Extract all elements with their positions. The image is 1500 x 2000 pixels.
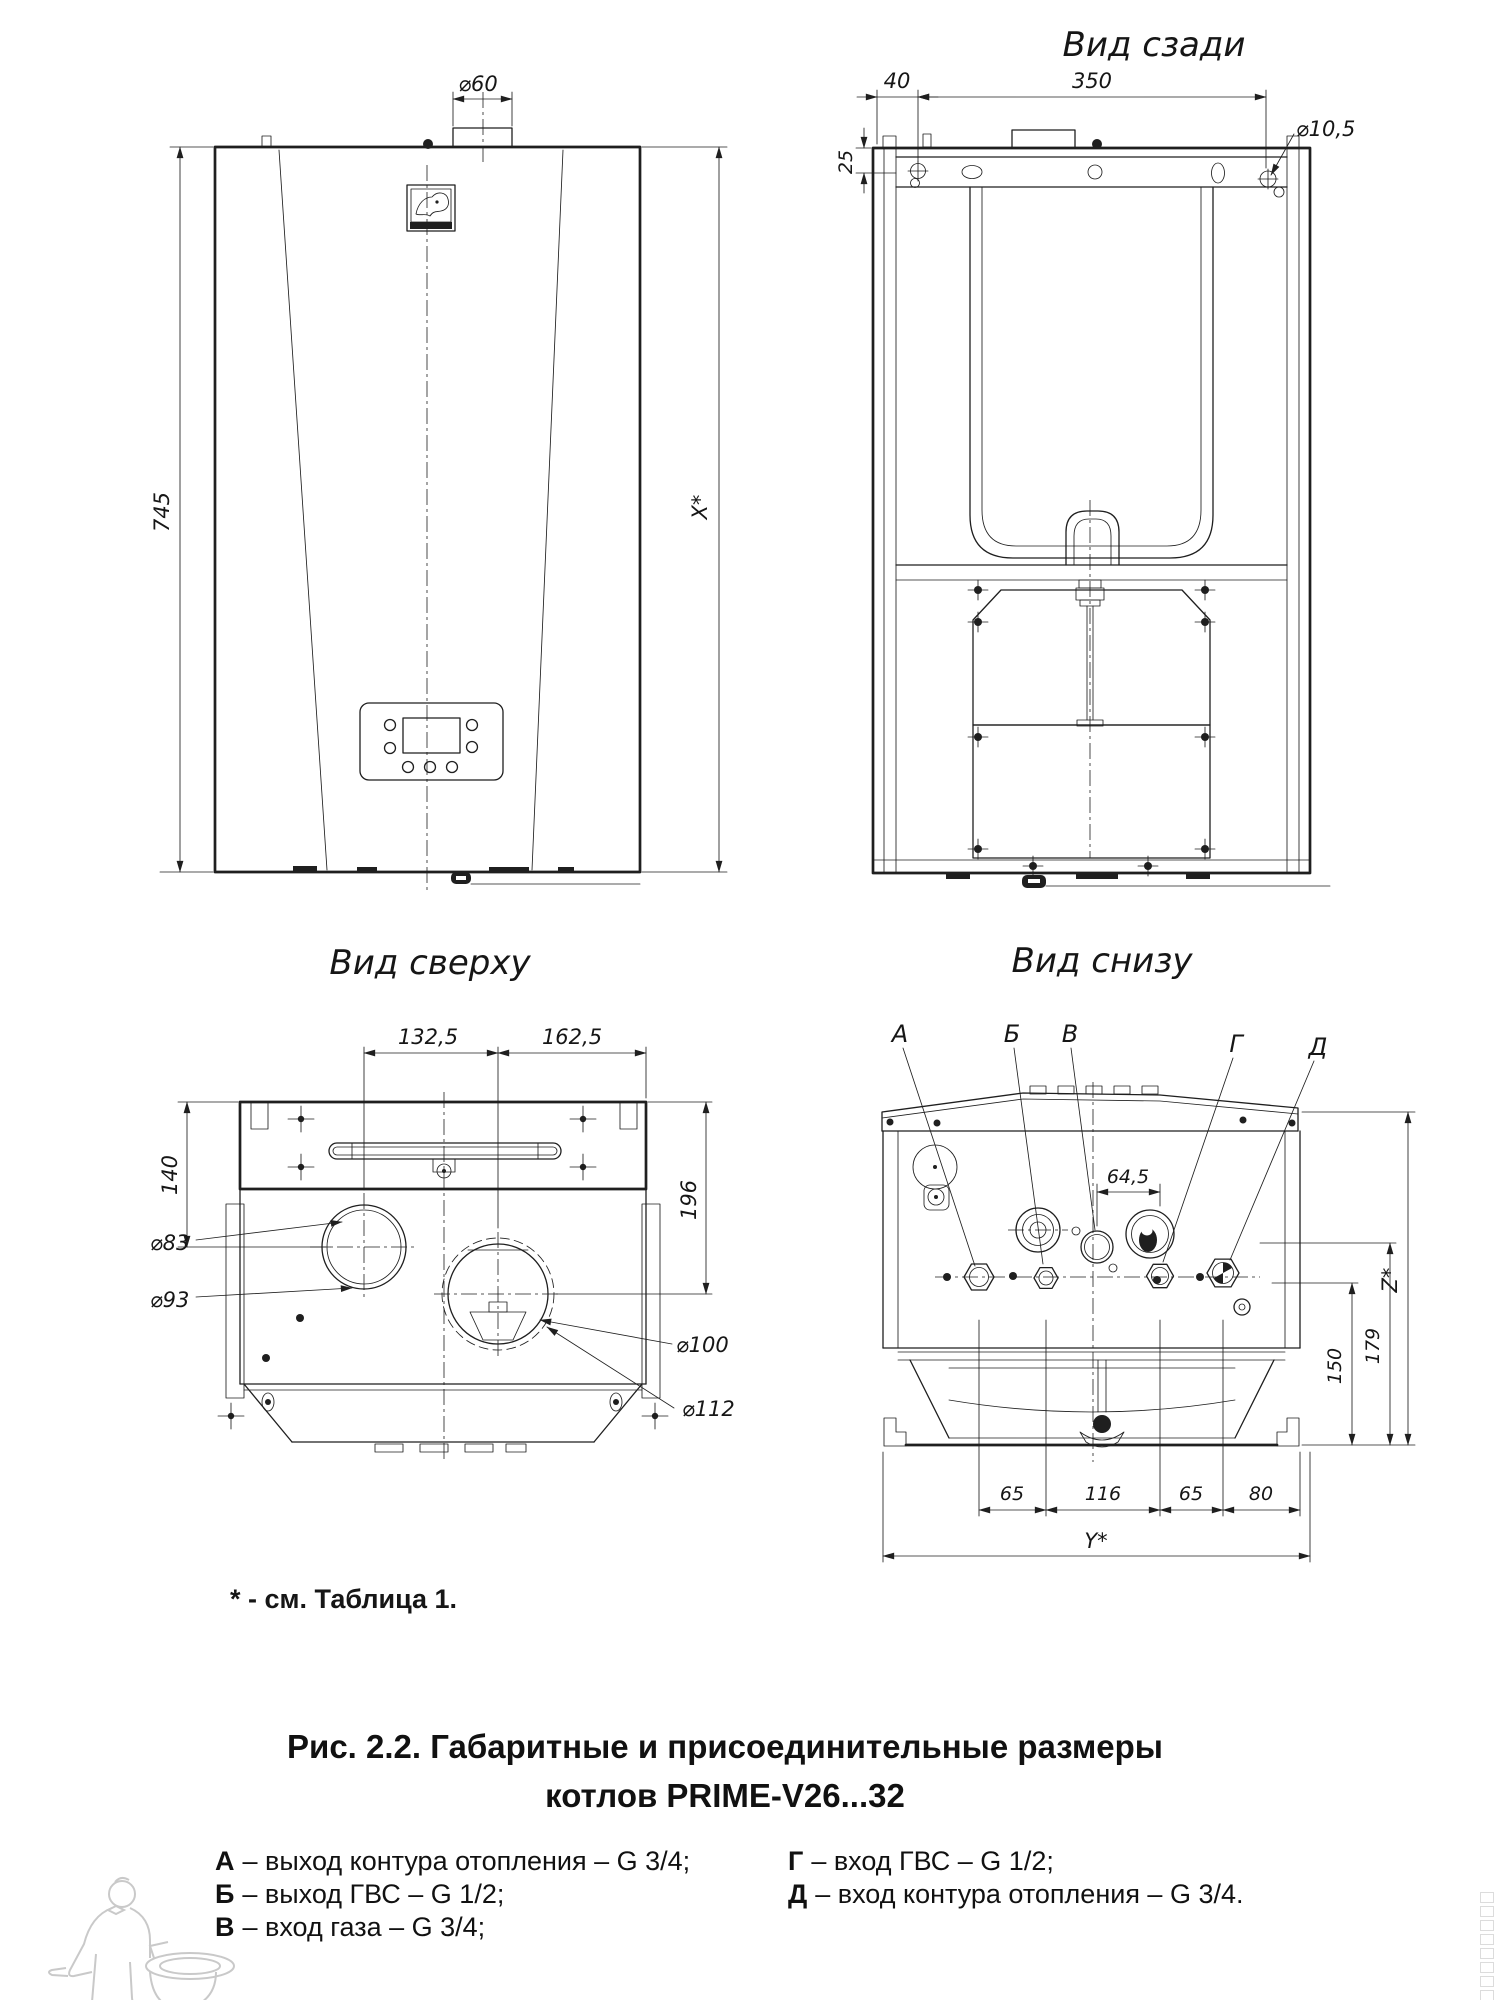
dim-150: 150 [1324, 1347, 1346, 1385]
legend-right [788, 1845, 1244, 1911]
callout-b: Б [1003, 1020, 1021, 1048]
rear-offset-dim: 40 [883, 69, 911, 93]
mount-hole-dia-dim: ⌀10,5 [1296, 117, 1356, 141]
rear-width-dim: 350 [1071, 69, 1113, 93]
top-view-title: Вид сверху [329, 943, 531, 983]
dim-span3: 65 [1178, 1483, 1204, 1505]
side-watermark [1480, 1892, 1496, 2000]
brand-logo [407, 185, 455, 231]
callout-g: Г [1229, 1030, 1243, 1058]
top-dim-left: 132,5 [397, 1025, 459, 1049]
front-view [150, 72, 727, 893]
legend-item-d: Д – вход контура отопления – G 3/4. [788, 1879, 1244, 1909]
bottom-depth-ref-dim: Z* [1378, 1267, 1402, 1293]
top-depth-left-dim: 140 [158, 1154, 182, 1196]
watermark-logo [49, 1878, 234, 2000]
flue-inner-dia: ⌀100 [676, 1333, 729, 1357]
rear-top-dim: 25 [835, 149, 857, 175]
bottom-view-title: Вид снизу [1011, 941, 1193, 981]
bottom-width-ref-dim: Y* [1084, 1529, 1108, 1553]
legend-item-v: В – вход газа – G 3/4; [215, 1912, 486, 1942]
figure-caption [150, 1722, 1300, 1820]
table-reference-note: * - см. Таблица 1. [230, 1584, 458, 1614]
top-view [150, 943, 735, 1462]
rear-view-title: Вид сзади [1062, 25, 1246, 65]
bottom-view [882, 941, 1415, 1562]
top-depth-right-dim: 196 [677, 1179, 701, 1221]
dim-179: 179 [1362, 1327, 1384, 1365]
legend-item-g: Г – вход ГВС – G 1/2; [788, 1846, 1054, 1876]
control-panel [360, 703, 503, 780]
caption-line1: Рис. 2.2. Габаритные и присоединительные размеры [287, 1728, 1163, 1765]
legend-item-b: Б – выход ГВС – G 1/2; [215, 1879, 505, 1909]
legend-left [215, 1845, 690, 1944]
callout-a: А [891, 1020, 909, 1048]
dim-span1: 65 [999, 1483, 1025, 1505]
flue-diameter-dim: ⌀60 [458, 72, 498, 96]
callout-v: В [1061, 1020, 1079, 1048]
top-dim-right: 162,5 [541, 1025, 603, 1049]
gas-offset-dim: 64,5 [1106, 1166, 1150, 1188]
front-height-dim: 745 [150, 491, 174, 533]
intake-inner-dia: ⌀83 [150, 1231, 190, 1255]
intake-outer-dia: ⌀93 [150, 1288, 190, 1312]
callout-d: Д [1308, 1033, 1328, 1061]
legend-item-a: А – выход контура отопления – G 3/4; [215, 1846, 691, 1876]
dim-span2: 116 [1084, 1483, 1122, 1505]
dim-span4: 80 [1248, 1483, 1274, 1505]
flue-outer-dia: ⌀112 [682, 1397, 735, 1421]
front-height-ref-dim: X* [688, 494, 712, 520]
rear-view [835, 25, 1355, 888]
caption-line2: котлов PRIME-V26...32 [545, 1777, 905, 1814]
